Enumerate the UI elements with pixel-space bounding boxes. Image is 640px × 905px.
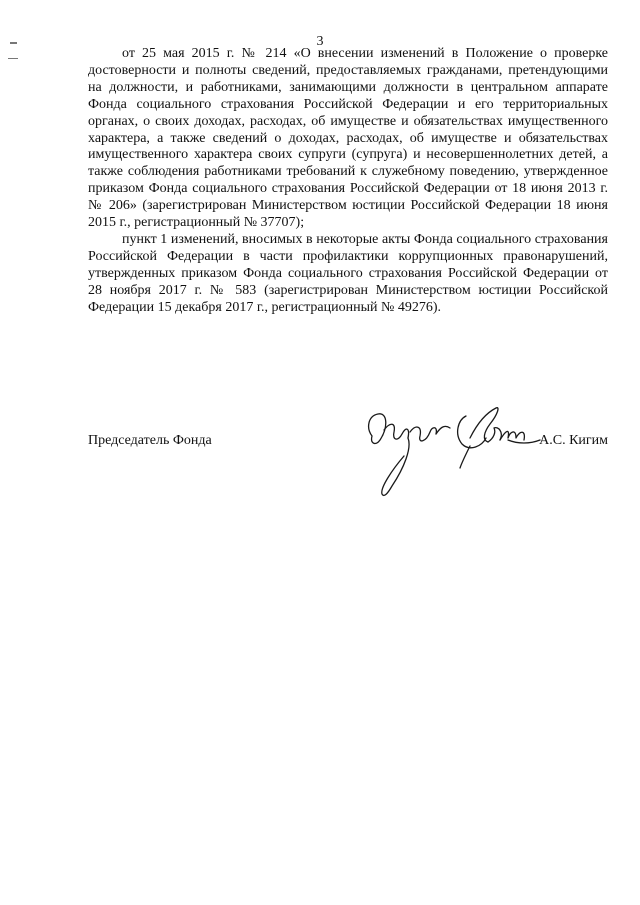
scan-mark [10, 42, 17, 44]
signer-name: А.С. Кигим [539, 433, 608, 448]
page-number: 3 [316, 34, 324, 49]
paragraph-item-reference: пункт 1 изменений, вносимых в некоторые акты Фонда социального страхования Российской Федерации в части профилактики коррупционных правонарушений, утвержденных приказом Фонда социального страхования Российской Федерации от 28 ноября 2017 г. № 583 (зарегистрирован Министерством юстиции Российской Федерации 15 декабря 2017 г., регистрационный № 49276). [88, 231, 608, 315]
signer-title: Председатель Фонда [88, 433, 212, 448]
scan-mark [8, 58, 18, 59]
handwritten-signature [358, 398, 543, 503]
document-body [88, 46, 608, 317]
signature-block [88, 398, 608, 508]
paragraph-order-reference: от 25 мая 2015 г. № 214 «О внесении изменений в Положение о проверке достоверности и полноты сведений, предоставляемых гражданами, претендующими на должности, и работниками, занимающими должности в центральном аппарате Фонда социального страхования Российской Федерации и его территориальных органах, о своих доходах, расходах, об имуществе и обязательствах имущественного характера, а также сведений о доходах, расходах, об имуществе и обязательствах имущественного характера своих супруги (супруга) и несовершеннолетних детей, а также соблюдения работниками требований к служебному поведению, утвержденное приказом Фонда социального страхования Российской Федерации от 18 июня 2013 г. № 206» (зарегистрирован Министерством юстиции Российской Федерации 18 июня 2015 г., регистрационный № 37707); [88, 46, 608, 231]
